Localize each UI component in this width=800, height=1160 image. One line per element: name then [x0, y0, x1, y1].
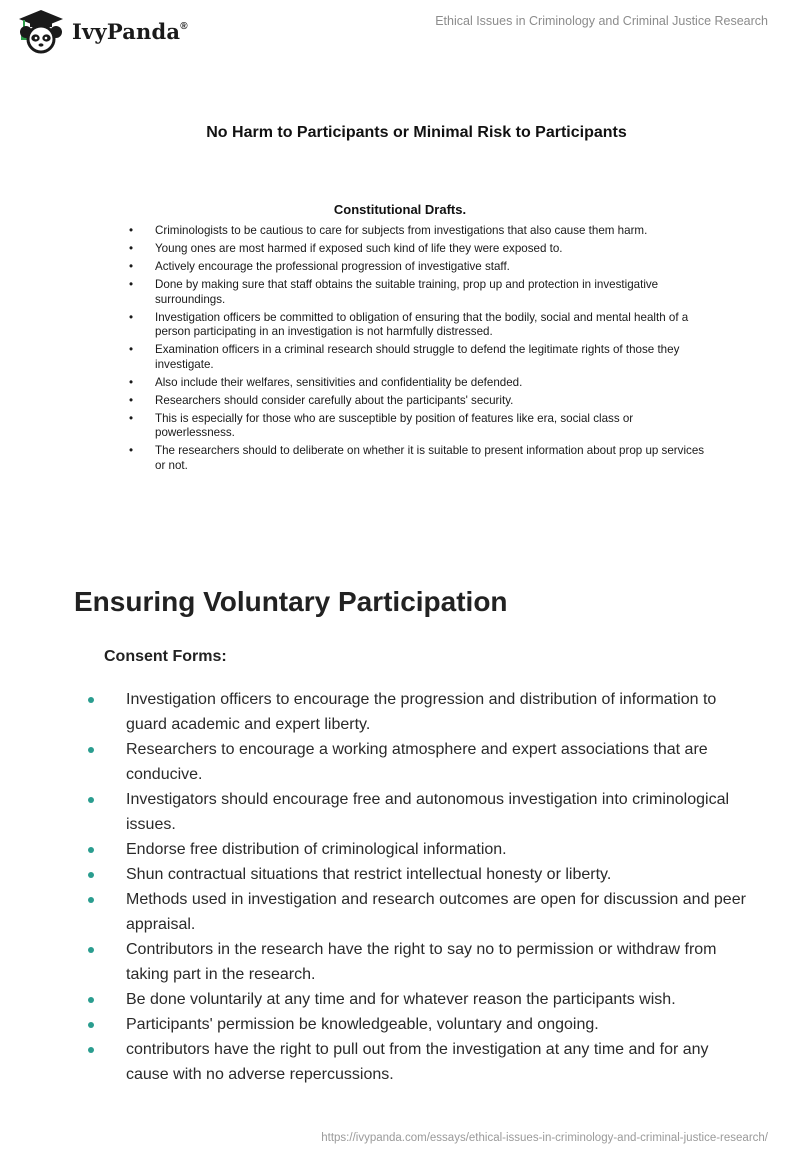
bullet-icon: •	[129, 242, 134, 255]
list-item: Shun contractual situations that restrict intellectual honesty or liberty.	[86, 862, 746, 887]
document-title: Ethical Issues in Criminology and Criminal Justice Research	[435, 14, 768, 28]
list-item: • Done by making sure that staff obtains the suitable training, prop up and protection in investigative surroundings.	[129, 278, 659, 306]
list-item: • Examination officers in a criminal research should struggle to defend the legitimate rights of those they investigate.	[129, 343, 680, 371]
list-item: Contributors in the research have the right to say no to permission or withdraw from taking part in the research.	[86, 937, 746, 987]
consent-bullet-list	[86, 687, 746, 1087]
bullet-icon	[88, 797, 94, 803]
bullet-icon	[88, 897, 94, 903]
list-item: • Researchers should consider carefully about the participants' security.	[129, 393, 514, 407]
bullet-icon	[88, 947, 94, 953]
list-item: • Actively encourage the professional progression of investigative staff.	[129, 260, 510, 273]
bullet-icon: •	[129, 343, 134, 356]
list-item: Researchers to encourage a working atmosphere and expert associations that are conducive.	[86, 737, 746, 787]
bullet-icon	[88, 1022, 94, 1028]
list-item: • The researchers should to deliberate on whether it is suitable to present information about prop up services or not.	[129, 444, 705, 472]
slide-subtitle: Constitutional Drafts.	[333, 202, 467, 217]
bullet-icon	[88, 847, 94, 853]
bullet-icon: •	[129, 310, 134, 324]
bullet-icon	[88, 697, 94, 703]
list-item: Methods used in investigation and research outcomes are open for discussion and peer appraisal.	[86, 887, 746, 937]
bullet-icon: •	[129, 224, 134, 237]
slide-title: No Harm to Participants or Minimal Risk to Participants	[206, 124, 627, 141]
bullet-icon	[88, 1047, 94, 1053]
list-item: Investigation officers to encourage the progression and distribution of information to guard academic and expert liberty.	[86, 687, 746, 737]
page-header	[0, 0, 800, 60]
list-item: Endorse free distribution of criminological information.	[86, 837, 746, 862]
list-item: • Investigation officers be committed to obligation of ensuring that the bodily, social and mental health of a person participating in an investigation is not harmfully distressed.	[129, 310, 689, 338]
bullet-icon: •	[129, 375, 134, 389]
bullet-icon	[88, 997, 94, 1003]
list-item: • Criminologists to be cautious to care for subjects from investigations that also cause them harm.	[129, 224, 648, 237]
bullet-icon: •	[129, 444, 134, 457]
section-heading: Ensuring Voluntary Participation	[74, 586, 508, 617]
list-item: contributors have the right to pull out from the investigation at any time and for any cause with no adverse repercussions.	[86, 1037, 746, 1087]
list-item: • Young ones are most harmed if exposed such kind of life they were exposed to.	[129, 242, 563, 255]
list-item: • Also include their welfares, sensitivities and confidentiality be defended.	[129, 375, 523, 389]
panda-graduate-icon	[16, 8, 66, 54]
registered-mark: ®	[180, 20, 188, 32]
list-item: Investigators should encourage free and autonomous investigation into criminological issues.	[86, 787, 746, 837]
bullet-icon: •	[129, 278, 134, 291]
bullet-icon: •	[129, 411, 134, 425]
list-item: Participants' permission be knowledgeable, voluntary and ongoing.	[86, 1012, 746, 1037]
section-subheading: Consent Forms:	[104, 648, 227, 665]
bullet-icon	[88, 747, 94, 753]
source-url[interactable]: https://ivypanda.com/essays/ethical-issues-in-criminology-and-criminal-justice-research/	[321, 1132, 768, 1144]
list-item: Be done voluntarily at any time and for whatever reason the participants wish.	[86, 987, 746, 1012]
bullet-icon: •	[129, 260, 134, 273]
list-item: • This is especially for those who are susceptible by position of features like era, social class or powerlessness.	[129, 411, 634, 439]
bullet-icon	[88, 872, 94, 878]
bullet-icon: •	[129, 393, 134, 407]
slide-bullet-list	[125, 224, 710, 477]
brand-logo[interactable]	[16, 8, 188, 54]
brand-name: IvyPanda®	[72, 18, 188, 44]
